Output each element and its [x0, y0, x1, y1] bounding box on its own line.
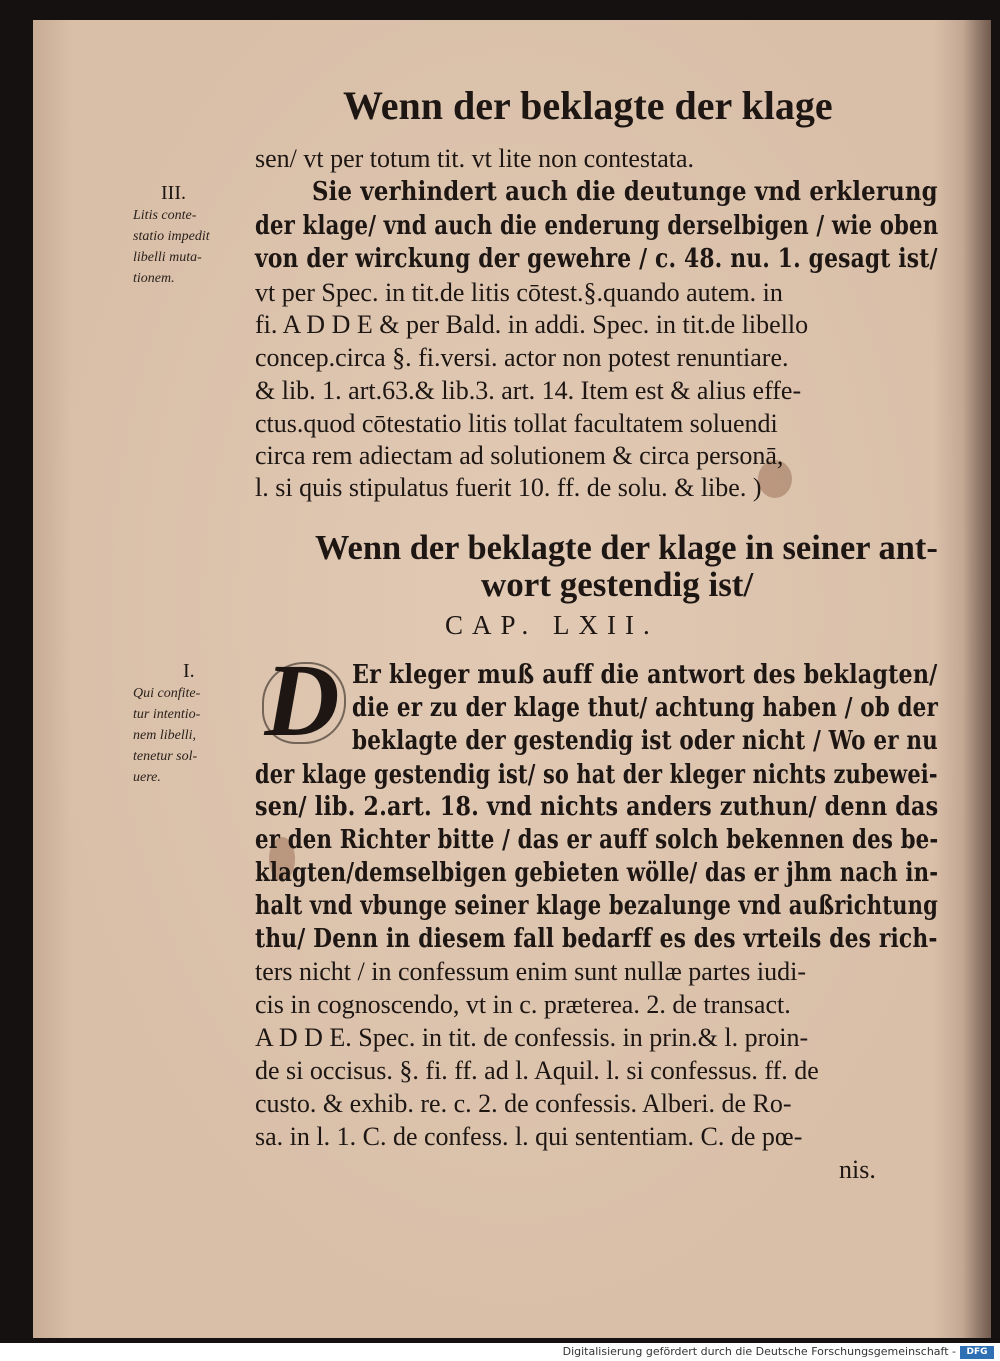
margin-note	[133, 683, 200, 788]
text-line: der klage gestendig ist/ so hat der kleger nichts zubewei-	[255, 760, 938, 790]
footer-bar	[0, 1343, 1000, 1361]
text-line: custo. & exhib. re. c. 2. de confessis. Alberi. de Ro-	[255, 1089, 792, 1118]
chapter-title-line: Wenn der beklagte der klage in seiner ant-	[315, 528, 938, 567]
margin-note-line: Qui confite-	[133, 686, 201, 701]
margin-note-line: Litis conte-	[133, 208, 197, 223]
text-line: von der wirckung der gewehre / c. 48. nu. 1. gesagt ist/	[255, 244, 938, 274]
margin-note-line: uere.	[133, 770, 161, 785]
spine-shadow	[963, 20, 991, 1338]
text-line: nis.	[839, 1155, 876, 1184]
text-line: er den Richter bitte / das er auff solch bekennen des be-	[255, 825, 939, 855]
chapter-title-line: wort gestendig ist/	[481, 565, 754, 604]
text-line: cis in cognoscendo, vt in c. præterea. 2. de transact.	[255, 990, 791, 1019]
footer-credit: Digitalisierung gefördert durch die Deutsche Forschungsgemeinschaft -	[562, 1345, 956, 1358]
margin-note-line: statio impedit	[133, 229, 210, 244]
margin-note	[133, 205, 210, 289]
initial-flourish	[262, 662, 346, 744]
text-line: fi. A D D E & per Bald. in addi. Spec. in tit.de libello	[255, 310, 809, 339]
chapter-number: CAP. LXII.	[445, 610, 659, 640]
margin-note-line: nem libelli,	[133, 728, 196, 743]
text-line: sa. in l. 1. C. de confess. l. qui sententiam. C. de pœ-	[255, 1122, 803, 1151]
text-line: & lib. 1. art.63.& lib.3. art. 14. Item est & alius effe-	[255, 376, 802, 405]
text-line: de si occisus. §. fi. ff. ad l. Aquil. l. si confessus. ff. de	[255, 1056, 819, 1085]
book-page	[33, 20, 991, 1338]
text-line: halt vnd vbunge seiner klage bezalunge vnd außrichtung	[255, 891, 939, 921]
margin-note-line: tionem.	[133, 271, 175, 286]
margin-note-line: tur intentio-	[133, 707, 201, 722]
running-head: Wenn der beklagte der klage	[343, 83, 833, 128]
dfg-logo: DFG	[960, 1346, 994, 1359]
text-line: Er kleger muß auff die antwort des beklagten/	[352, 660, 938, 690]
text-line: l. si quis stipulatus fuerit 10. ff. de solu. & libe. )	[255, 473, 762, 502]
initial-letter: D	[264, 643, 340, 758]
text-line: die er zu der klage thut/ achtung haben / ob der	[352, 693, 938, 723]
text-line: Sie verhindert auch die deutunge vnd erklerung	[312, 177, 938, 207]
text-line: A D D E. Spec. in tit. de confessis. in prin.& l. proin-	[255, 1023, 809, 1052]
text-line: klagten/demselbigen gebieten wölle/ das er jhm nach in-	[255, 858, 939, 888]
margin-note-line: libelli muta-	[133, 250, 202, 265]
text-line: beklagte der gestendig ist oder nicht / Wo er nu	[352, 726, 938, 756]
decorated-initial	[256, 643, 348, 758]
text-line: circa rem adiectam ad solutionem & circa personā,	[255, 441, 784, 470]
margin-note-line: tenetur sol-	[133, 749, 198, 764]
margin-number: I.	[183, 660, 195, 682]
text-line: concep.circa §. fi.versi. actor non potest renuntiare.	[255, 343, 789, 372]
margin-number: III.	[161, 182, 186, 204]
text-line: ters nicht / in confessum enim sunt nullæ partes iudi-	[255, 957, 806, 986]
text-line: thu/ Denn in diesem fall bedarff es des vrteils des rich-	[255, 924, 938, 954]
text-line: vt per Spec. in tit.de litis cōtest.§.quando autem. in	[255, 278, 783, 307]
text-line: der klage/ vnd auch die enderung derselbigen / wie oben	[255, 211, 939, 241]
text-line: ctus.quod cōtestatio litis tollat facultatem soluendi	[255, 409, 778, 438]
text-line: sen/ lib. 2.art. 18. vnd nichts anders zuthun/ denn das	[255, 792, 939, 822]
text-line: sen/ vt per totum tit. vt lite non contestata.	[255, 144, 695, 173]
